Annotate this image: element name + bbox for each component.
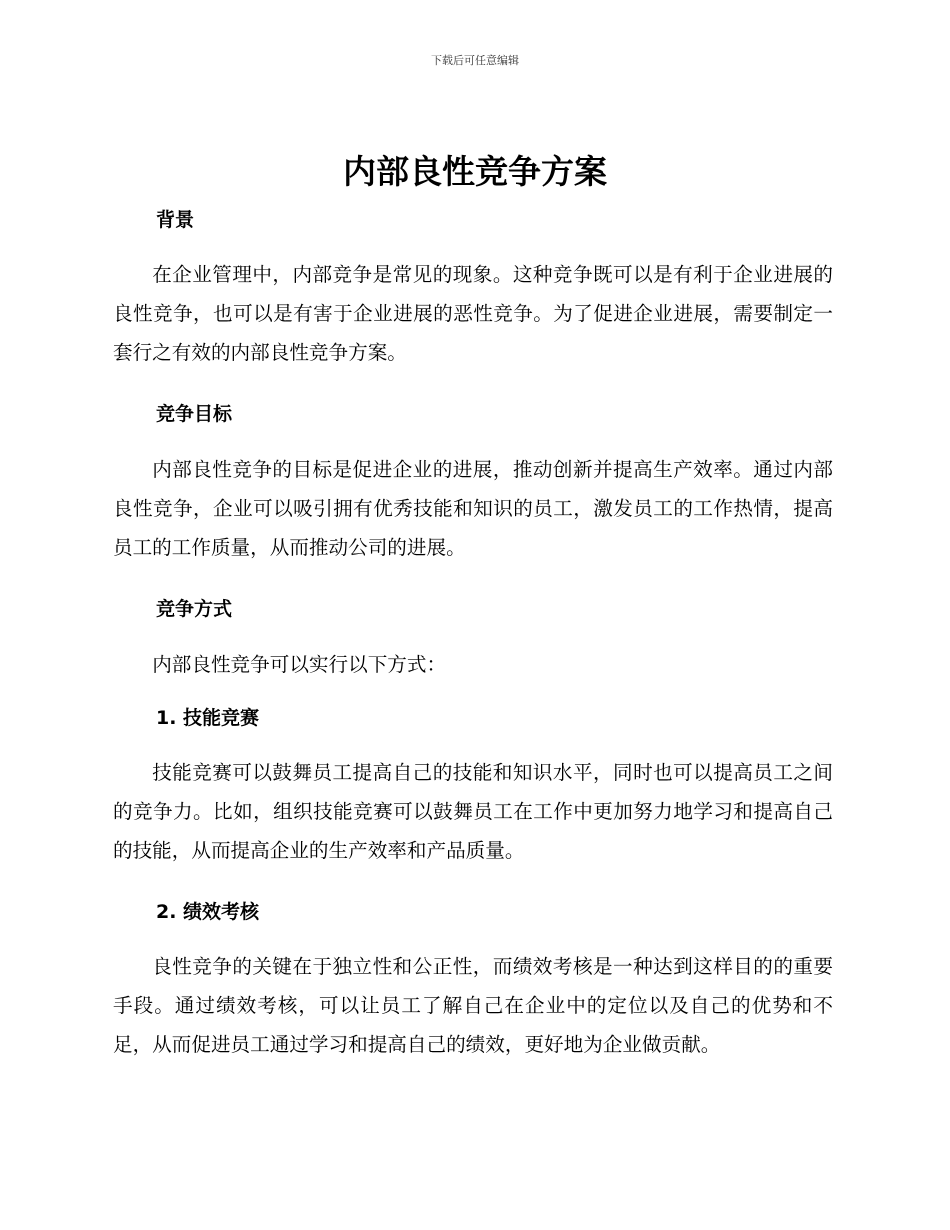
section-heading-methods: 竞争方式 — [156, 598, 233, 620]
section-heading-skill-contest: 1. 技能竞赛 — [156, 707, 260, 729]
section-paragraph-performance-review: 良性竞争的关键在于独立性和公正性，而绩效考核是一种达到这样目的的重要手段。通过绩效考核，可以让员工了解自己在企业中的定位以及自己的优势和不足，从而促进员工通过学习和提高自己的绩效，更好地为企业做贡献。 — [113, 955, 833, 1056]
page-header-note: 下载后可任意编辑 — [431, 54, 519, 67]
section-paragraph-methods: 内部良性竞争可以实行以下方式： — [152, 653, 447, 676]
section-heading-performance-review: 2. 绩效考核 — [156, 901, 260, 923]
section-heading-background: 背景 — [156, 209, 195, 231]
section-paragraph-background: 在企业管理中，内部竞争是常见的现象。这种竞争既可以是有利于企业进展的良性竞争，也可以是有害于企业进展的恶性竞争。为了促进企业进展，需要制定一套行之有效的内部良性竞争方案。 — [113, 263, 833, 364]
section-paragraph-goal: 内部良性竞争的目标是促进企业的进展，推动创新并提高生产效率。通过内部良性竞争，企业可以吸引拥有优秀技能和知识的员工，激发员工的工作热情，提高员工的工作质量，从而推动公司的进展。 — [113, 458, 833, 559]
section-paragraph-skill-contest: 技能竞赛可以鼓舞员工提高自己的技能和知识水平，同时也可以提高员工之间的竞争力。比如，组织技能竞赛可以鼓舞员工在工作中更加努力地学习和提高自己的技能，从而提高企业的生产效率和产品质量。 — [113, 761, 833, 862]
section-heading-goal: 竞争目标 — [156, 403, 233, 425]
document-title: 内部良性竞争方案 — [343, 152, 607, 191]
